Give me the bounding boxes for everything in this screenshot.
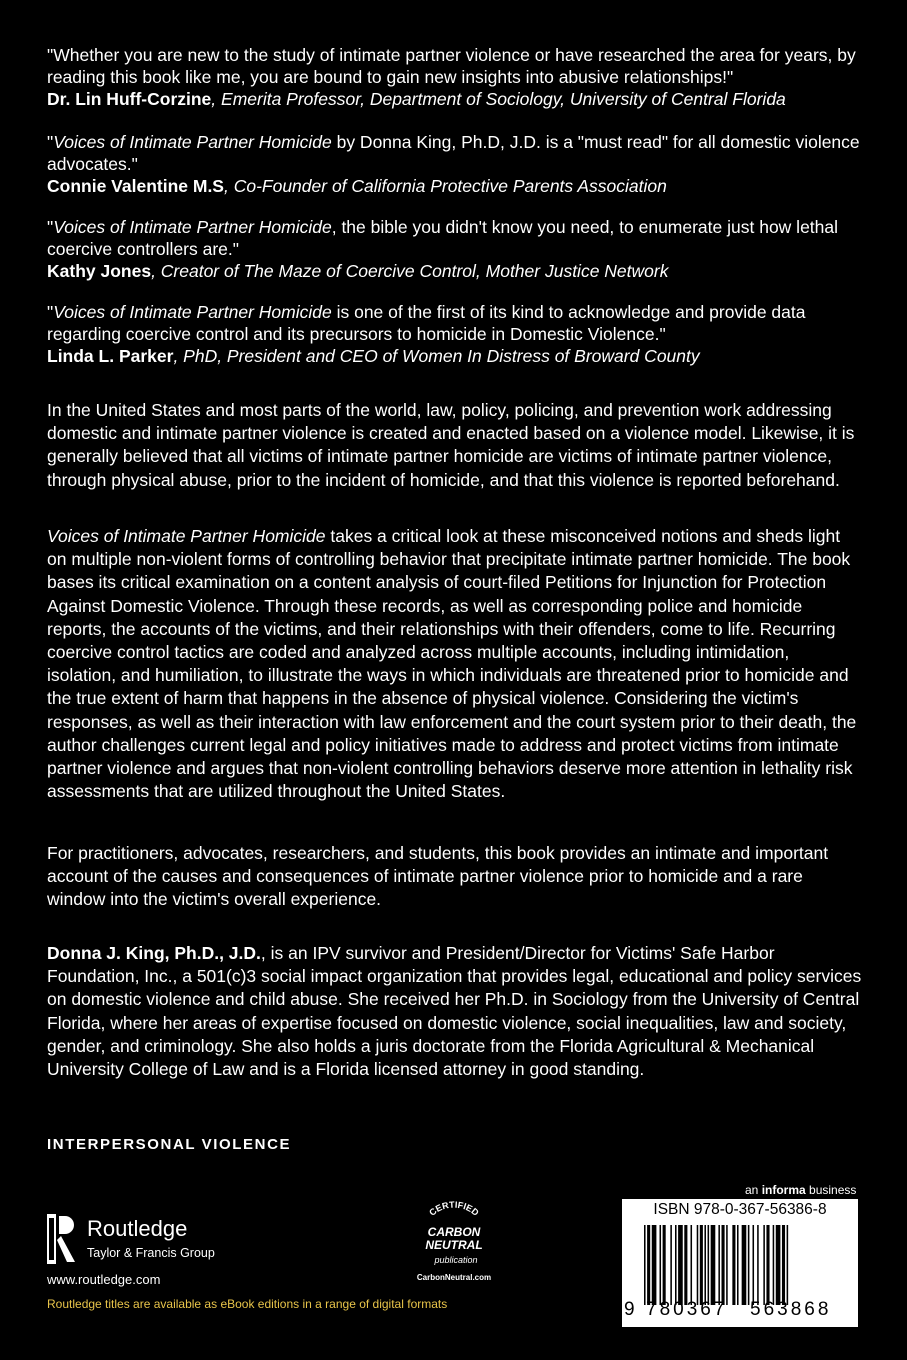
- barcode-bar: [773, 1225, 775, 1305]
- description-paragraph-3: For practitioners, advocates, researchers, and students, this book provides an intimate and important account of the causes and consequences of intimate partner violence prior to homicide and a rare window into the victim's overall experience.: [47, 843, 829, 910]
- barcode-bar: [732, 1225, 735, 1305]
- badge-url: CarbonNeutral.com: [416, 1273, 492, 1282]
- barcode-bar: [670, 1225, 672, 1305]
- endorsement-attribution: [47, 88, 862, 110]
- barcode-bar: [748, 1225, 750, 1305]
- description-paragraph-2: [47, 525, 862, 803]
- barcode-bar: [691, 1225, 693, 1305]
- endorser-affiliation: , Co-Founder of California Protective Parents Association: [223, 176, 667, 196]
- endorser-affiliation: , Creator of The Maze of Coercive Control, Mother Justice Network: [151, 261, 669, 281]
- barcode-bar: [647, 1225, 650, 1305]
- publisher-name: Routledge: [87, 1216, 188, 1241]
- quote-text: by Donna King, Ph.D, J.D. is a "must read" for all domestic violence advocates.": [47, 132, 860, 174]
- author-bio-text: , is an IPV survivor and President/Director for Victims' Safe Harbor Foundation, Inc., a 501(c)3 social impact organization that provides legal, educational and policy services on domestic violence and child abuse. She received her Ph.D. in Sociology from the University of Central Florida, where her areas of expertise focused on domestic violence, social inequalities, law and society, gender, and criminology. She also holds a juris doctorate from the Florida Agricultural & Mechanical University College of Law and is a Florida licensed attorney in good standing.: [47, 943, 862, 1080]
- quote-text: , the bible you didn't know you need, to enumerate just how lethal coercive controllers are.": [47, 217, 839, 259]
- book-title: Voices of Intimate Partner Homicide: [53, 217, 332, 237]
- book-title: Voices of Intimate Partner Homicide: [47, 526, 326, 546]
- barcode-bar: [737, 1225, 739, 1305]
- barcode-bar: [787, 1225, 789, 1305]
- quote-text: is one of the first of its kind to acknowledge and provide data regarding coercive control and its precursors to homicide in Domestic Violence.": [47, 302, 806, 344]
- endorsement-2: [47, 131, 862, 197]
- endorsement-attribution: [47, 175, 862, 197]
- paragraph-text: takes a critical look at these misconceived notions and sheds light on multiple non-violent forms of controlling behavior that precipitate intimate partner homicide. The book bases its critical examination on a content analysis of court-filed Petitions for Injunction for Protection Against Domestic Violence. Through these records, as well as corresponding police and homicide reports, the accounts of the victims, and their relationships with their offenders, come to life. Recurring coercive control tactics are coded and analyzed across multiple accounts, including intimidation, isolation, and humiliation, to illustrate the ways in which individuals are threatened prior to homicide and the true extent of harm that happens in the absence of physical violence. Considering the victim's responses, as well as their interaction with law enforcement and the court system prior to their death, the author challenges current legal and policy initiatives made to address and protect victims from intimate partner violence and argues that non-violent controlling behaviors deserve more attention in lethality risk assessments that are utilized throughout the United States.: [47, 526, 857, 802]
- informa-brand: informa: [761, 1183, 806, 1197]
- barcode-bar: [718, 1225, 720, 1305]
- barcode-bar: [726, 1225, 728, 1305]
- endorser-name: Linda L. Parker: [47, 346, 174, 366]
- publisher-group: Taylor & Francis Group: [87, 1246, 215, 1260]
- book-title: Voices of Intimate Partner Homicide: [53, 302, 332, 322]
- endorsement-quote: "Voices of Intimate Partner Homicide by Donna King, Ph.D, J.D. is a "must read" for all domestic violence advocates.": [47, 132, 860, 174]
- barcode-bar: [711, 1225, 716, 1305]
- endorser-affiliation: , PhD, President and CEO of Women In Distress of Broward County: [173, 346, 700, 366]
- barcode-digit-first: 9: [624, 1299, 635, 1320]
- barcode-bar: [678, 1225, 683, 1305]
- endorsement-1: [47, 44, 862, 110]
- barcode-bar: [763, 1225, 765, 1305]
- badge-line1: CARBON: [427, 1225, 481, 1239]
- informa-tagline: an informa business: [745, 1183, 857, 1197]
- endorsement-quote: "Whether you are new to the study of intimate partner violence or have researched the area for years, by reading this book like me, you are bound to gain new insights into abusive relationships!": [47, 45, 856, 87]
- barcode-bar: [742, 1225, 747, 1305]
- endorser-name: Connie Valentine M.S: [47, 176, 224, 196]
- barcode-bar: [782, 1225, 785, 1305]
- barcode-bar: [660, 1225, 662, 1305]
- barcode-bar: [757, 1225, 759, 1305]
- badge-top-text: CERTIFIED: [427, 1199, 481, 1218]
- endorser-name: Dr. Lin Huff-Corzine: [47, 89, 212, 109]
- barcode-group-1: 780367: [646, 1299, 728, 1320]
- endorser-name: Kathy Jones: [47, 261, 152, 281]
- author-bio: [47, 942, 862, 1081]
- barcode-bar: [766, 1225, 769, 1305]
- endorsement-attribution: [47, 345, 862, 367]
- publisher-url: www.routledge.com: [47, 1272, 161, 1287]
- barcode-bar: [722, 1225, 725, 1305]
- svg-text:CERTIFIED: [427, 1200, 481, 1219]
- endorsement-4: [47, 301, 862, 367]
- endorser-affiliation: , Emerita Professor, Department of Sociology, University of Central Florida: [211, 89, 786, 109]
- isbn-barcode: [622, 1199, 858, 1327]
- barcode-bar: [684, 1225, 687, 1305]
- ebook-note: Routledge titles are available as eBook editions in a range of digital formats: [47, 1297, 448, 1311]
- carbon-neutral-badge-icon: [408, 1198, 500, 1286]
- isbn-number: ISBN 978-0-367-56386-8: [653, 1201, 827, 1218]
- barcode-group-2: 563868: [750, 1299, 832, 1320]
- subject-category: INTERPERSONAL VIOLENCE: [47, 1136, 292, 1153]
- barcode-bar: [697, 1225, 699, 1305]
- description-paragraph-1: In the United States and most parts of the world, law, policy, policing, and prevention work addressing domestic and intimate partner violence is created and enacted based on a violence model. Likewise, it is generally believed that all victims of intimate partner homicide are victims of intimate partner violence, through physical abuse, prior to the incident of homicide, and that this violence is reported beforehand.: [47, 400, 855, 490]
- badge-line2: NEUTRAL: [425, 1238, 483, 1252]
- barcode-bar: [652, 1225, 657, 1305]
- endorsement-quote: "Voices of Intimate Partner Homicide is one of the first of its kind to acknowledge and provide data regarding coercive control and its precursors to homicide in Domestic Violence.": [47, 302, 806, 344]
- endorsement-attribution: [47, 260, 862, 282]
- barcode-bar: [675, 1225, 677, 1305]
- author-name: Donna J. King, Ph.D., J.D.: [47, 943, 261, 963]
- barcode-bar: [704, 1225, 706, 1305]
- endorsement-3: [47, 216, 862, 282]
- endorsement-quote: "Voices of Intimate Partner Homicide, the bible you didn't know you need, to enumerate just how lethal coercive controllers are.": [47, 217, 839, 259]
- barcode-bar: [700, 1225, 703, 1305]
- barcode-bar: [708, 1225, 710, 1305]
- barcode-bar: [776, 1225, 781, 1305]
- publisher-logo: [47, 1212, 247, 1272]
- badge-sub: publication: [434, 1255, 478, 1265]
- barcode-bar: [644, 1225, 646, 1305]
- barcode-icon: [632, 1225, 848, 1305]
- barcode-digits: [622, 1299, 858, 1325]
- barcode-bar: [753, 1225, 755, 1305]
- barcode-bar: [663, 1225, 666, 1305]
- routledge-r-icon: [47, 1214, 77, 1264]
- book-title: Voices of Intimate Partner Homicide: [53, 132, 332, 152]
